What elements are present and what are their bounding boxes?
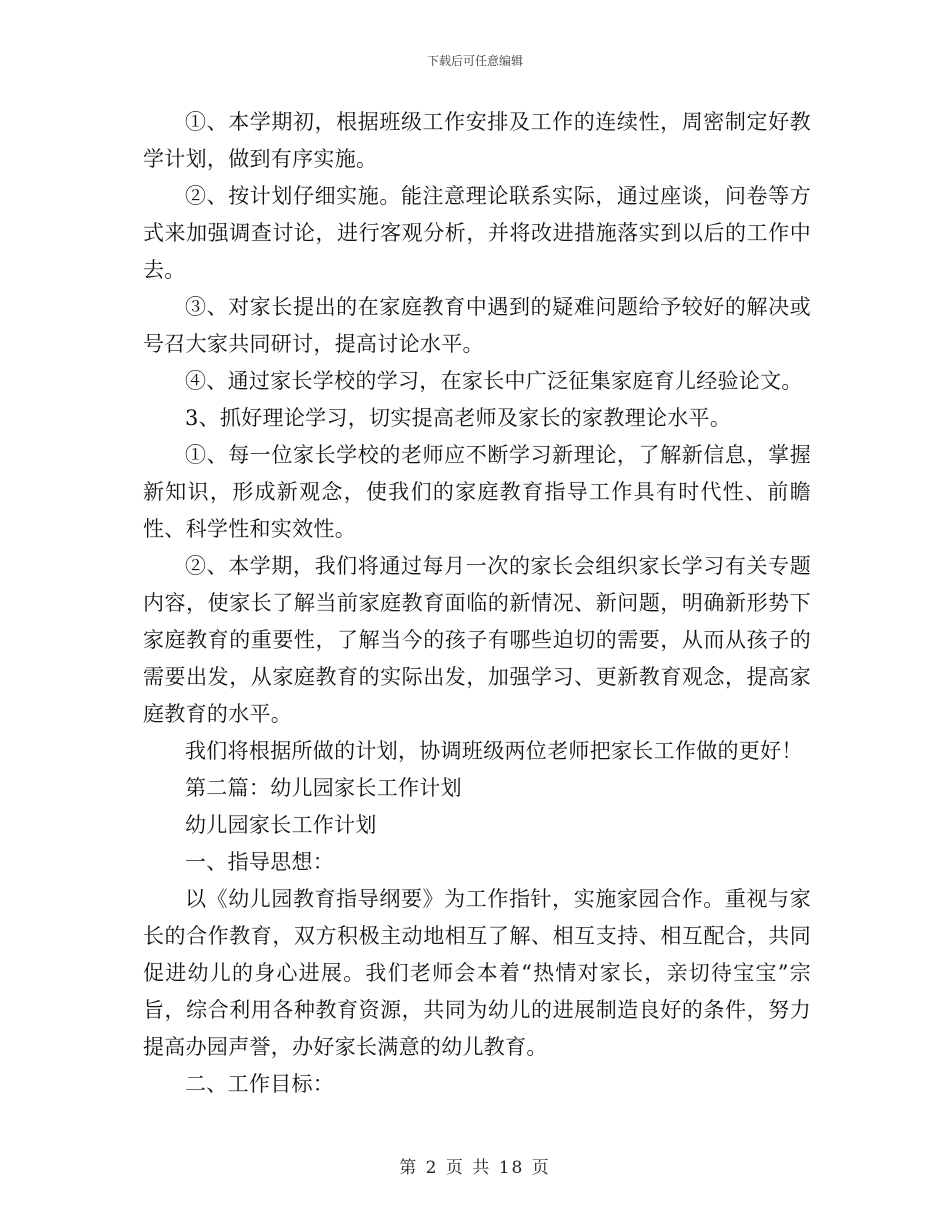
plan-title: 幼儿园家长工作计划 [185,813,377,837]
section-heading-work-goals: 二、工作目标： [185,1072,335,1096]
paragraph-section-3: 3、抓好理论学习，切实提高老师及家长的家教理论水平。 [185,406,732,430]
document-body [143,104,811,1103]
page-header: 下载后可任意编辑 [426,54,523,68]
part-two-heading: 第二篇：幼儿园家长工作计划 [185,776,462,800]
paragraph-guiding-thought: 以《幼儿园教育指导纲要》为工作指针，实施家园合作。重视与家长的合作教育，双方积极主动地相互了解、相互支持、相互配合，共同促进幼儿的身心进展。我们老师会本着“热情对家长，亲切待宝宝”宗旨，综合利用各种教育资源，共同为幼儿的进展制造良好的条件，努力提高办园声誉，办好家长满意的幼儿教育。 [143,887,811,1059]
paragraph-theory-item-1: ①、每一位家长学校的老师应不断学习新理论，了解新信息，掌握新知识，形成新观念，使我们的家庭教育指导工作具有时代性、前瞻性、科学性和实效性。 [143,443,811,541]
section-heading-guiding-thought: 一、指导思想： [185,850,335,874]
paragraph-theory-item-2: ②、本学期，我们将通过每月一次的家长会组织家长学习有关专题内容，使家长了解当前家庭教育面临的新情况、新问题，明确新形势下家庭教育的重要性，了解当今的孩子有哪些迫切的需要，从而从孩子的需要出发，从家庭教育的实际出发，加强学习、更新教育观念，提高家庭教育的水平。 [143,554,811,726]
page-number-footer: 第 2 页 共 18 页 [399,1158,551,1178]
paragraph-conclusion: 我们将根据所做的计划，协调班级两位老师把家长工作做的更好！ [185,739,803,763]
paragraph-plan-item-2: ②、按计划仔细实施。能注意理论联系实际，通过座谈，问卷等方式来加强调查讨论，进行客观分析，并将改进措施落实到以后的工作中去。 [143,184,811,282]
paragraph-plan-item-4: ④、通过家长学校的学习，在家长中广泛征集家庭育儿经验论文。 [185,369,803,393]
paragraph-plan-item-3: ③、对家长提出的在家庭教育中遇到的疑难问题给予较好的解决或号召大家共同研讨，提高讨论水平。 [143,295,811,356]
paragraph-plan-item-1: ①、本学期初，根据班级工作安排及工作的连续性，周密制定好教学计划，做到有序实施。 [143,110,811,171]
